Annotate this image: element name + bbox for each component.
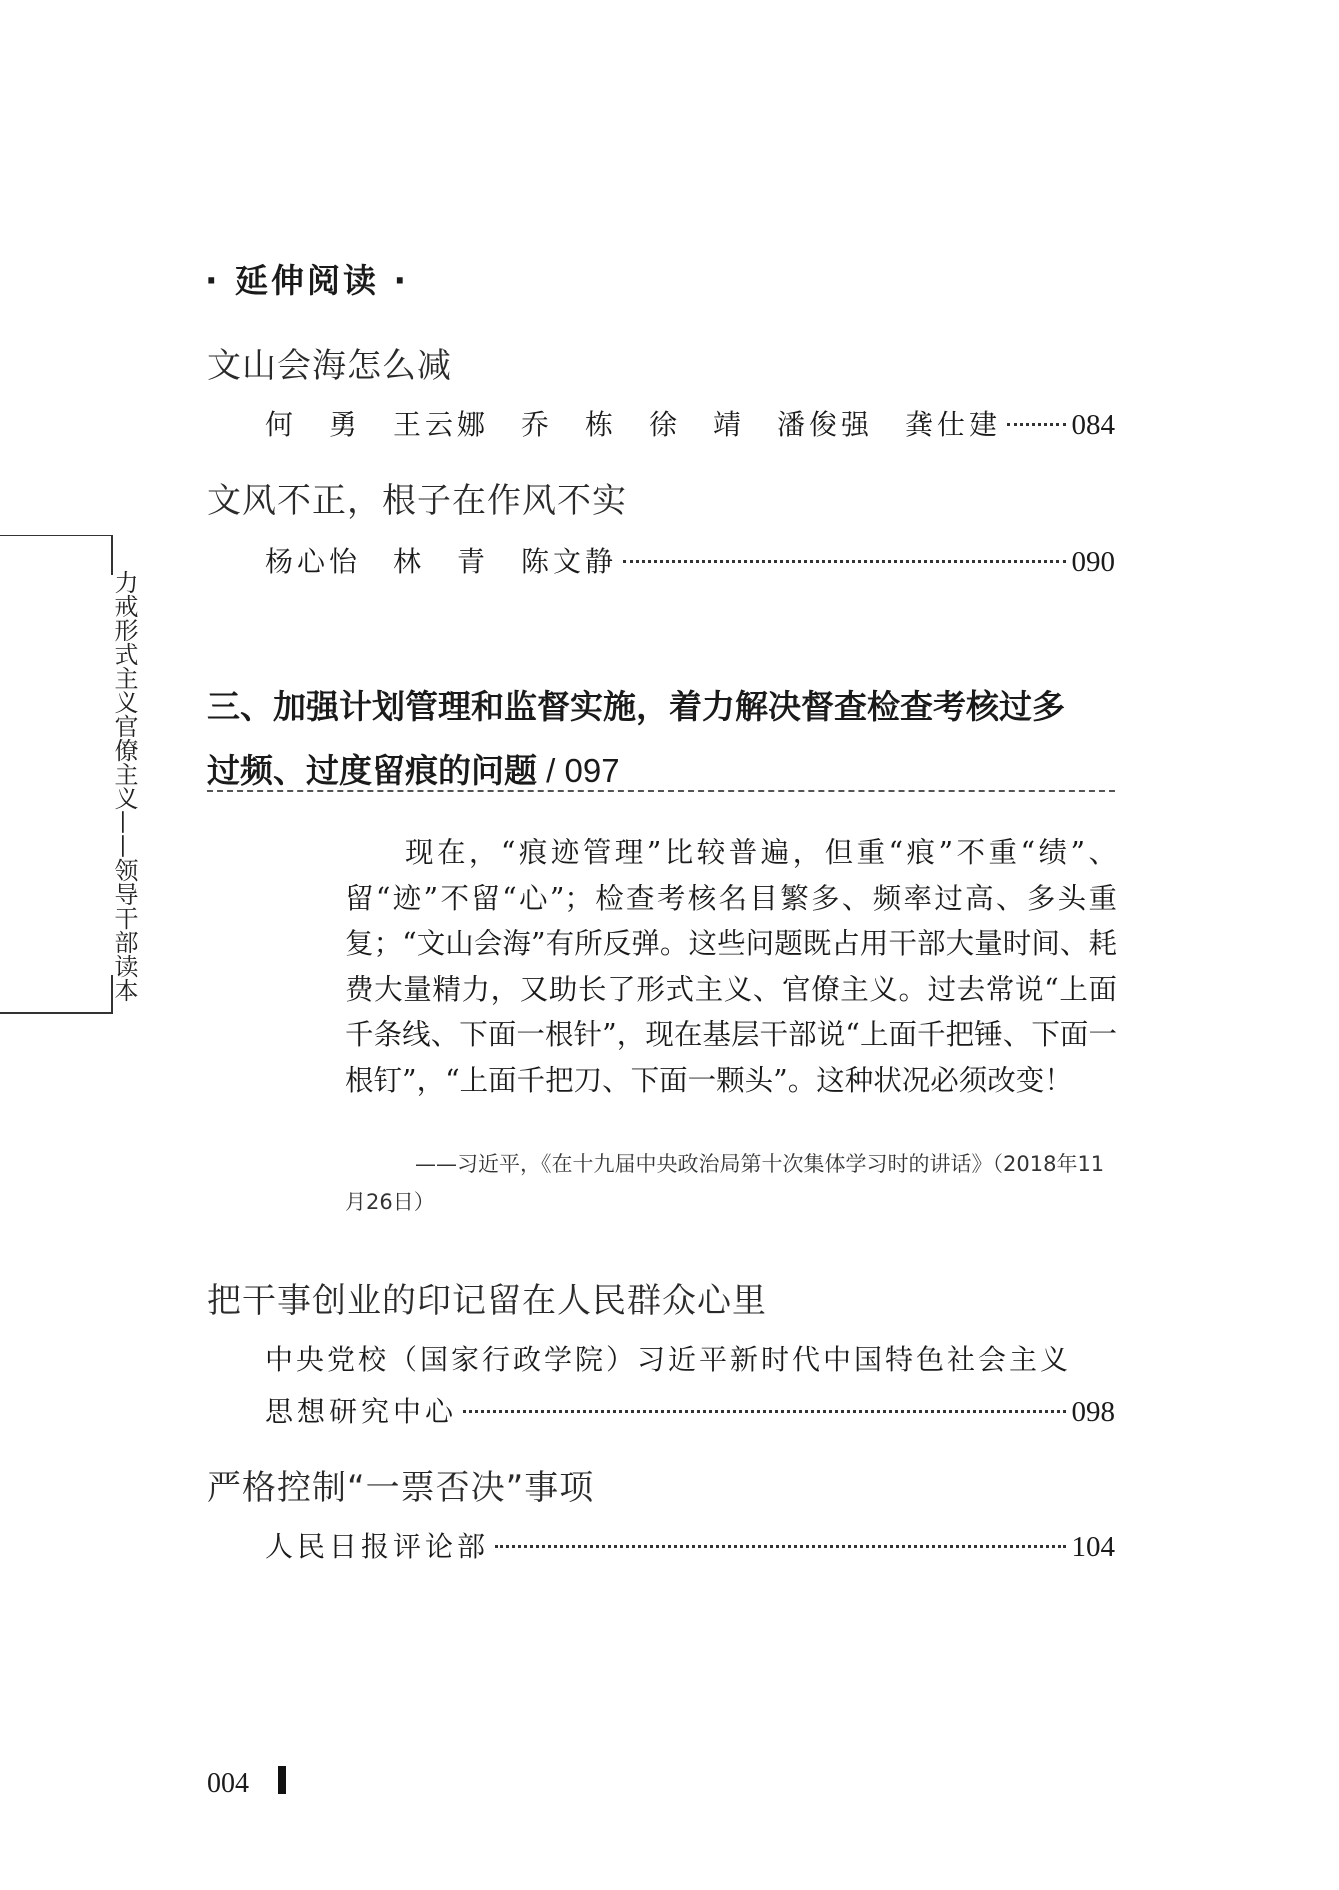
article-title[interactable]: 文山会海怎么减 [207, 346, 452, 386]
chapter-title-line2: 过频、过度留痕的问题 / 097 [207, 751, 620, 790]
dot-leader [495, 1545, 1065, 1548]
article-title[interactable]: 把干事创业的印记留在人民群众心里 [207, 1281, 767, 1321]
article-title[interactable]: 严格控制“一票否决”事项 [207, 1468, 595, 1508]
folio-number: 004 [207, 1768, 249, 1799]
side-label: 力戒形式主义官僚主义——领导干部读本 [110, 570, 138, 1002]
article-authors: 中央党校（国家行政学院）习近平新时代中国特色社会主义 [265, 1343, 1072, 1376]
article-authors: 思想研究中心 [265, 1395, 458, 1428]
chapter-title-line1: 三、加强计划管理和监督实施，着力解决督查检查考核过多 [207, 687, 1065, 726]
quotation: 现在，“痕迹管理”比较普遍，但重“痕”不重“绩”、留“迹”不留“心”；检查考核名目繁多、频率过高、多头重复；“文山会海”有所反弹。这些问题既占用干部大量时间、耗费大量精力，又助长了形式主义、官僚主义。过去常说“上面千条线、下面一根针”，现在基层干部说“上面千把锤、下面一根钉”，“上面千把刀、下面一颗头”。这种状况必须改变！ [345, 836, 1117, 1097]
article-authors: 人民日报评论部 [265, 1530, 490, 1563]
toc-line[interactable] [265, 1390, 1115, 1430]
section-heading: · 延伸阅读 · [205, 261, 410, 300]
article-title[interactable]: 文风不正，根子在作风不实 [207, 481, 627, 521]
toc-line[interactable] [265, 1525, 1115, 1565]
chapter-page: / 097 [537, 752, 620, 789]
quotation-source: ——习近平，《在十九届中央政治局第十次集体学习时的讲话》（2018年11月26日） [345, 1152, 1105, 1214]
page-number: 090 [1071, 546, 1115, 578]
dot-leader [623, 560, 1065, 563]
article-authors: 杨心怡 林 青 陈文静 [265, 545, 618, 578]
page-number: 104 [1071, 1531, 1115, 1563]
dashed-divider [207, 790, 1115, 792]
toc-line[interactable] [265, 540, 1115, 580]
dot-leader [463, 1410, 1065, 1413]
page-number: 084 [1071, 409, 1115, 441]
article-authors: 何 勇 王云娜 乔 栋 徐 靖 潘俊强 龚仕建 [265, 408, 1002, 441]
chapter-heading[interactable] [207, 675, 1127, 803]
page-number: 098 [1071, 1396, 1115, 1428]
toc-line[interactable] [265, 403, 1115, 443]
folio-bar [278, 1766, 286, 1794]
dot-leader [1007, 423, 1065, 426]
